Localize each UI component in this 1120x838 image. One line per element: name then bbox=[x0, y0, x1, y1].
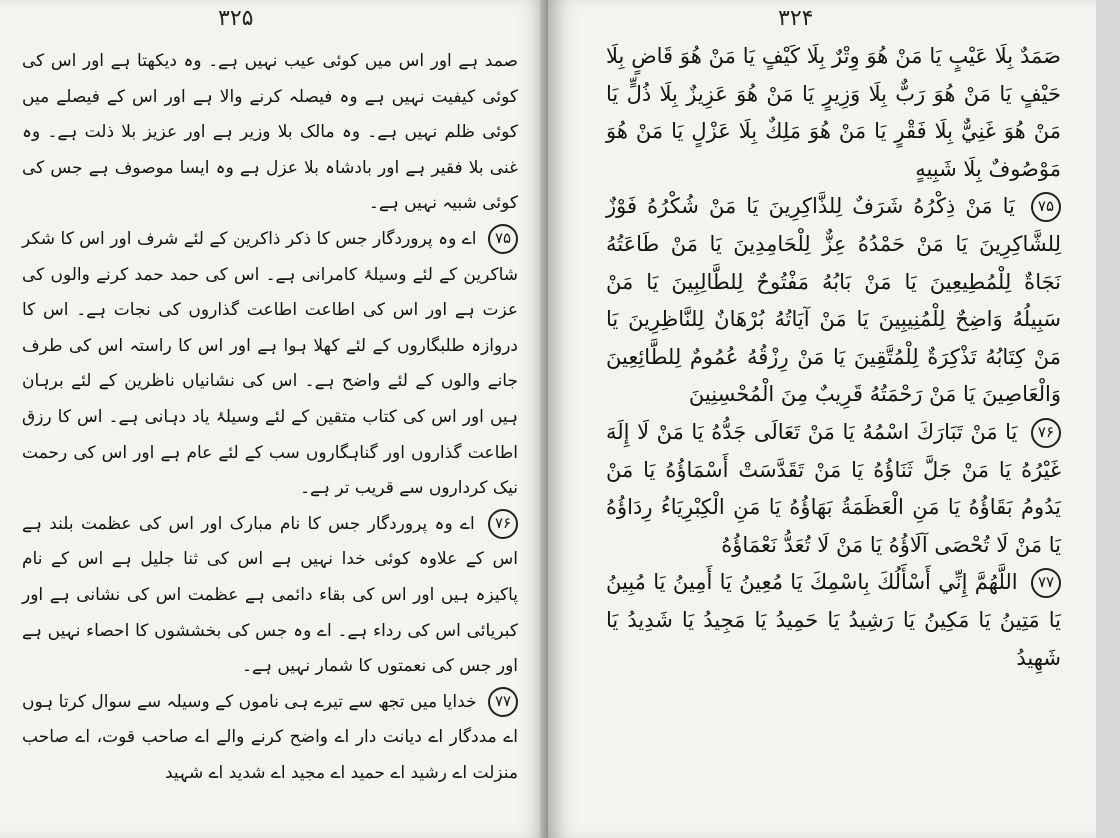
left-page bbox=[0, 0, 548, 838]
arabic-paragraph bbox=[606, 188, 1061, 414]
urdu-paragraph bbox=[22, 685, 518, 792]
urdu-translation-text bbox=[22, 44, 518, 791]
paragraph-text: اے وہ پروردگار جس کا نام مبارک اور اس کی عظمت بلند ہے اس کے علاوہ کوئی خدا نہیں ہے اس کی ثنا جلیل ہے اس کے نام پاکیزہ ہیں اور اس کی بقاء دائمی ہے عظمت اس کی نشانی ہے اور کبریائی اس کی رداء ہے۔ اے وہ جس کی بخششوں کا احصاء نہیں ہے اور جس کی نعمتوں کا شمار نہیں ہے۔ bbox=[22, 513, 518, 677]
urdu-paragraph bbox=[22, 507, 518, 685]
right-page bbox=[548, 0, 1096, 838]
verse-number-badge: ۷۷ bbox=[488, 687, 518, 717]
urdu-paragraph bbox=[22, 222, 518, 507]
paragraph-text: خدایا میں تجھ سے تیرے ہی ناموں کے وسیلہ سے سوال کرتا ہوں اے مددگار اے دیانت دار اے واضح کرنے والے اے صاحب قوت، اے صاحب منزلت اے رشید اے حمید اے مجید اے شدید اے شہید bbox=[22, 691, 518, 783]
paragraph-text: اللَّهُمَّ إِنِّي أَسْأَلُكَ بِاسْمِكَ يَا مُعِينُ يَا أَمِينُ يَا مُبِينُ يَا مَتِينُ يَا مَكِينُ يَا رَشِيدُ يَا حَمِيدُ يَا مَجِيدُ يَا شَدِيدُ يَا شَهِيدُ bbox=[606, 570, 1061, 670]
urdu-paragraph bbox=[22, 44, 518, 222]
verse-number-badge: ۷۶ bbox=[488, 509, 518, 539]
arabic-paragraph bbox=[606, 414, 1061, 564]
arabic-paragraph bbox=[606, 564, 1061, 677]
paragraph-text: صمد ہے اور اس میں کوئی عیب نہیں ہے۔ وہ دیکھتا ہے اور اس کی کوئی کیفیت نہیں ہے وہ فیصلہ کرنے والا ہے اور اس کے فیصلے میں کوئی ظلم نہیں ہے۔ وہ مالک بلا وزیر ہے اور عزیز بلا ذلت ہے۔ وہ غنی بلا فقیر ہے اور بادشاہ بلا عزل ہے وہ ایسا موصوف ہے جس کی کوئی شبیہ نہیں ہے۔ bbox=[22, 51, 518, 214]
arabic-supplication-text bbox=[606, 38, 1061, 677]
paragraph-text: يَا مَنْ ذِكْرُهُ شَرَفٌ لِلذَّاكِرِينَ يَا مَنْ شُكْرُهُ فَوْزٌ لِلشَّاكِرِينَ يَا مَنْ حَمْدُهُ عِزٌّ لِلْحَامِدِينَ يَا مَنْ طَاعَتُهُ نَجَاةٌ لِلْمُطِيعِينَ يَا مَنْ بَابُهُ مَفْتُوحٌ لِلطَّالِبِينَ يَا مَنْ سَبِيلُهُ وَاضِحٌ لِلْمُنِيبِينَ يَا مَنْ آيَاتُهُ بُرْهَانٌ لِلنَّاظِرِينَ يَا مَنْ كِتَابُهُ تَذْكِرَةٌ لِلْمُتَّقِينَ يَا مَنْ رِزْقُهُ عُمُومٌ لِلطَّائِعِينَ وَالْعَاصِينَ يَا مَنْ رَحْمَتُهُ قَرِيبٌ مِنَ الْمُحْسِنِينَ bbox=[606, 194, 1061, 407]
verse-number-badge: ۷۵ bbox=[1031, 192, 1061, 222]
left-page-number: ۳۲۵ bbox=[218, 6, 254, 31]
verse-number-badge: ۷۶ bbox=[1031, 418, 1061, 448]
paragraph-text: يَا مَنْ تَبَارَكَ اسْمُهُ يَا مَنْ تَعَالَى جَدُّهُ يَا مَنْ لَا إِلَهَ غَيْرُهُ يَا مَنْ جَلَّ ثَنَاؤُهُ يَا مَنْ تَقَدَّسَتْ أَسْمَاؤُهُ يَا مَنْ يَدُومُ بَقَاؤُهُ يَا مَنِ الْعَظَمَةُ بَهَاؤُهُ يَا مَنِ الْكِبْرِيَاءُ رِدَاؤُهُ يَا مَنْ لَا تُحْصَى آلَاؤُهُ يَا مَنْ لَا تُعَدُّ نَعْمَاؤُهُ bbox=[606, 419, 1061, 557]
page-edge bbox=[1096, 0, 1120, 838]
arabic-paragraph bbox=[606, 38, 1061, 188]
right-page-number: ۳۲۴ bbox=[778, 6, 814, 31]
paragraph-text: صَمَدٌ بِلَا عَيْبٍ يَا مَنْ هُوَ وِتْرٌ بِلَا كَيْفٍ يَا مَنْ هُوَ قَاضٍ بِلَا حَيْفٍ يَا مَنْ هُوَ رَبٌّ بِلَا وَزِيرٍ يَا مَنْ هُوَ عَزِيزٌ بِلَا ذُلٍّ يَا مَنْ هُوَ غَنِيٌّ بِلَا فَقْرٍ يَا مَنْ هُوَ مَلِكٌ بِلَا عَزْلٍ يَا مَنْ هُوَ مَوْصُوفٌ بِلَا شَبِيهٍ bbox=[606, 44, 1061, 181]
paragraph-text: اے وہ پروردگار جس کا ذکر ذاکرین کے لئے شرف اور اس کا شکر شاکرین کے لئے وسیلۂ کامرانی ہے۔ اس کی حمد حمد کرنے والوں کی عزت ہے اور اس کی اطاعت اطاعت گذاروں کی نجات ہے۔ اس کا دروازہ طلبگاروں کے لئے کھلا ہوا ہے اور اس کا راستہ اس کی طرف جانے والوں کے لئے واضح ہے۔ اس کی نشانیاں ناظرین کے لئے برہان ہیں اور اس کی کتاب متقین کے لئے وسیلۂ یاد دہانی ہے۔ اس کا رزق اطاعت گذاروں اور گناہگاروں سب کے لئے عام ہے اور اس کی رحمت نیک کرداروں سے قریب تر ہے۔ bbox=[22, 228, 518, 499]
verse-number-badge: ۷۷ bbox=[1031, 568, 1061, 598]
verse-number-badge: ۷۵ bbox=[488, 224, 518, 254]
